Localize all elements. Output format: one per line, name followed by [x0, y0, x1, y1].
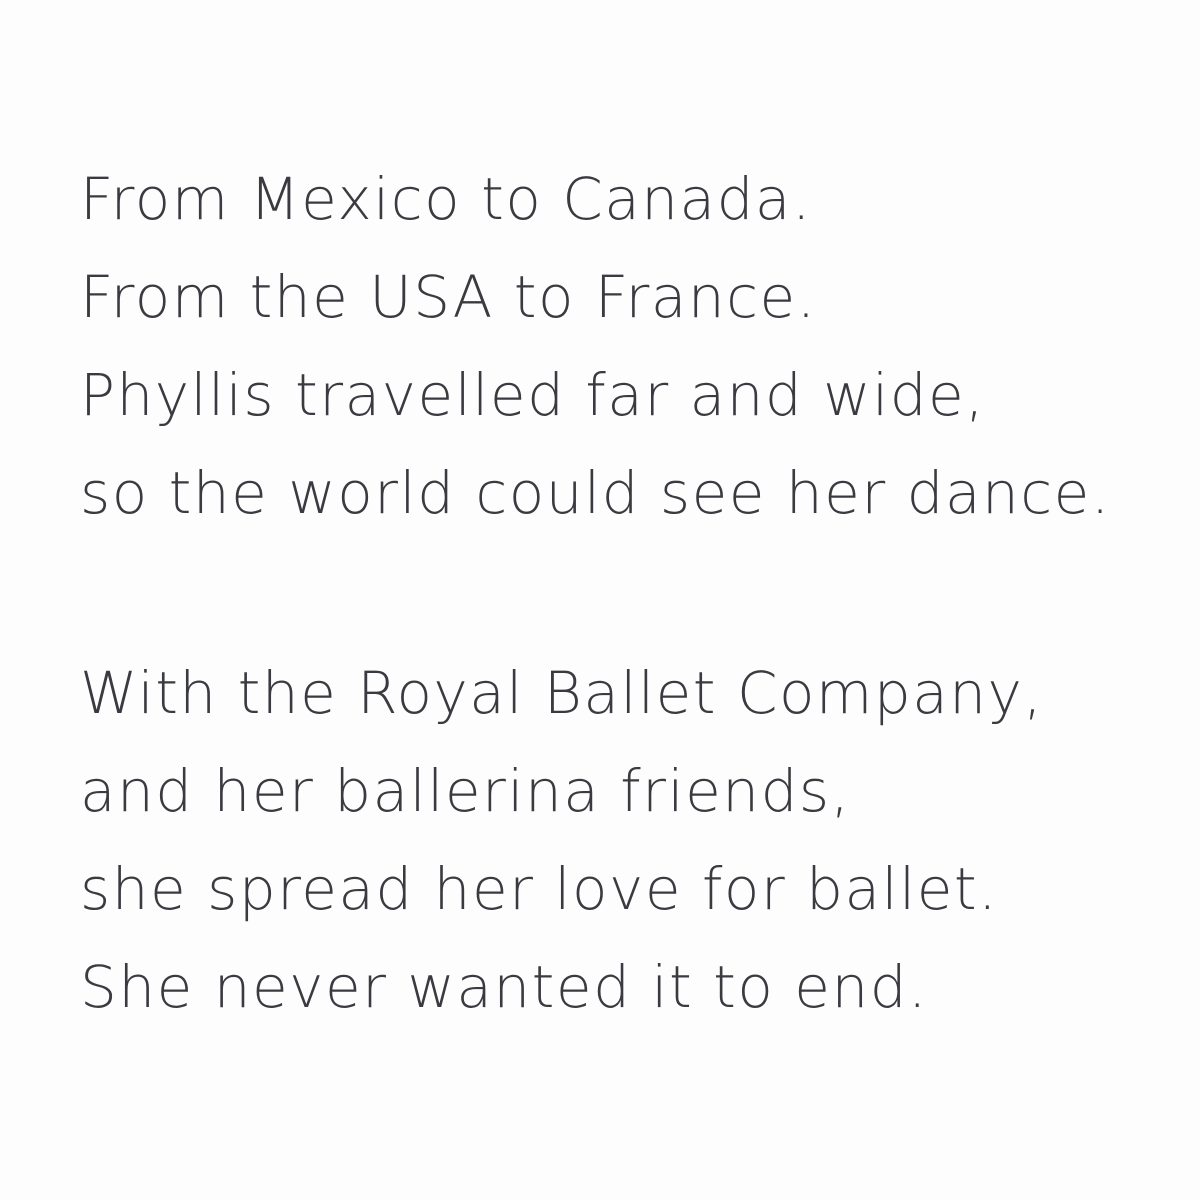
poem-line: and her ballerina friends,	[80, 757, 851, 825]
poem-line: From the USA to France.	[80, 263, 817, 331]
poem-line: From Mexico to Canada.	[80, 165, 812, 233]
poem-line: She never wanted it to end.	[80, 953, 928, 1021]
poem-line: With the Royal Ballet Company,	[80, 659, 1044, 727]
poem-stanza	[80, 150, 1120, 542]
poem-stanza	[80, 644, 1120, 1036]
poem-line: Phyllis travelled far and wide,	[80, 361, 986, 429]
poem-line: so the world could see her dance.	[80, 459, 1111, 527]
poem-text-block	[80, 150, 1120, 1036]
poem-line: she spread her love for ballet.	[80, 855, 999, 923]
